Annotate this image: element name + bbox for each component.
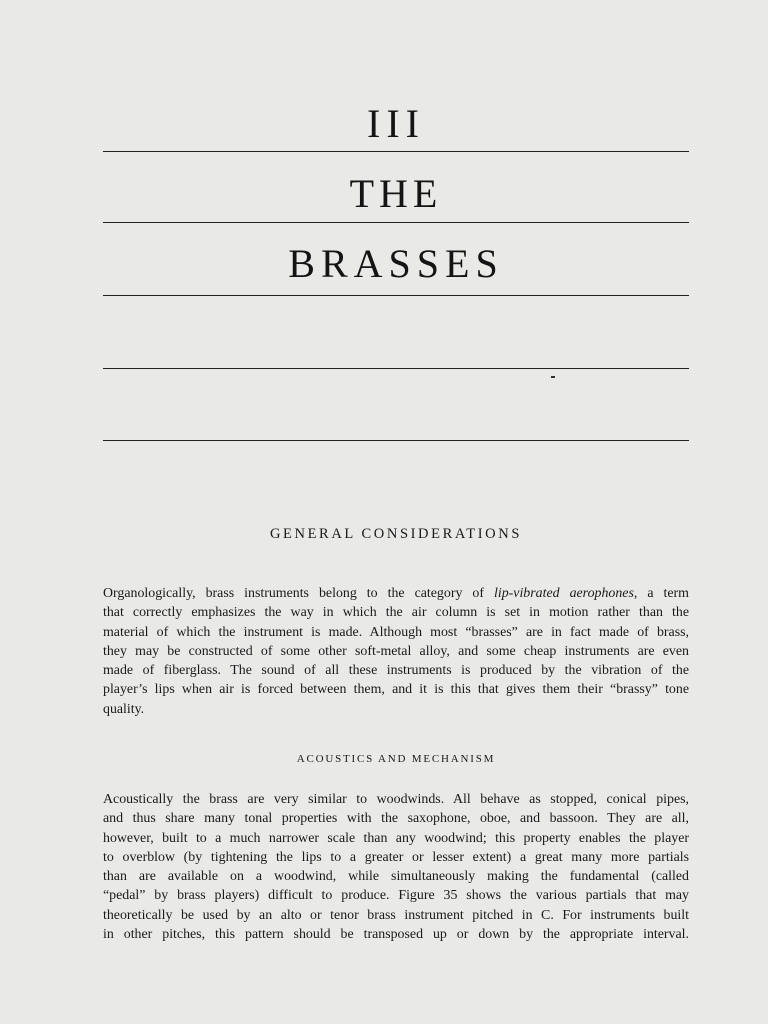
subsection-heading: ACOUSTICS AND MECHANISM: [296, 753, 496, 765]
chapter-number: III: [367, 101, 425, 146]
paragraph-line: theoretically be used by an alto or tenor brass instrument pitched in C. For instruments built: [103, 907, 689, 923]
title-rule: [103, 151, 689, 152]
chapter-title-line-2: BRASSES: [288, 241, 504, 286]
paragraph-acoustics: [103, 790, 689, 944]
paragraph-line: [103, 584, 689, 603]
paragraph-line: in other pitches, this pattern should be transposed up or down by the appropriate interval.: [103, 927, 689, 943]
paragraph-line: “pedal” by brass players) difficult to produce. Figure 35 shows the various partials that may: [103, 888, 689, 904]
title-rule: [103, 440, 689, 441]
paragraph-line: than are available on a woodwind, while simultaneously making the fundamental (called: [103, 869, 689, 885]
paragraph-line: made of fiberglass. The sound of all these instruments is produced by the vibration of the: [103, 663, 689, 679]
italic-term: lip-vibrated aerophones: [493, 586, 634, 601]
paragraph-line: player’s lips when air is forced between them, and it is this that gives them their “brassy” tone: [103, 682, 689, 698]
title-rule: [103, 295, 689, 296]
paragraph-line: quality.: [103, 701, 145, 717]
paragraph-line: to overblow (by tightening the lips to a greater or lesser extent) a great many more partials: [103, 849, 689, 865]
text-run: Organologically, brass instruments belong to the category of: [103, 586, 494, 601]
print-mark: [551, 376, 555, 378]
paragraph-line: however, built to a much narrower scale than any woodwind; this property enables the player: [103, 830, 689, 846]
title-rule: [103, 368, 689, 369]
title-rule: [103, 222, 689, 223]
paragraph-line: and thus share many tonal properties with the saxophone, oboe, and bassoon. They are all,: [103, 811, 689, 827]
section-heading: GENERAL CONSIDERATIONS: [269, 526, 522, 542]
paragraph-general-considerations: [103, 584, 689, 719]
chapter-title-line-1: THE: [349, 171, 443, 216]
paragraph-line: Acoustically the brass are very similar to woodwinds. All behave as stopped, conical pipes,: [103, 792, 689, 807]
text-run: , a term: [633, 586, 689, 601]
paragraph-line: material of which the instrument is made. Although most “brasses” are in fact made of brass,: [103, 624, 689, 640]
paragraph-line: they may be constructed of some other soft-metal alloy, and some cheap instruments are even: [103, 643, 689, 659]
paragraph-line: that correctly emphasizes the way in which the air column is set in motion rather than the: [103, 605, 689, 621]
